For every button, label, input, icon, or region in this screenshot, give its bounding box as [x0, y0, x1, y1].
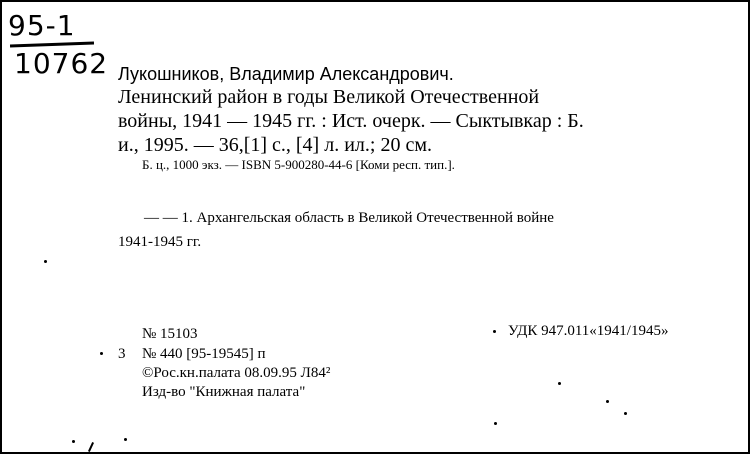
order-number: № 440 [95-19545] п [142, 346, 266, 362]
speck [624, 412, 627, 415]
udc-code: УДК 947.011«1941/1945» [508, 323, 669, 339]
speck [124, 438, 127, 441]
title-line-3: и., 1995. — 36,[1] с., [4] л. ил.; 20 см. [118, 134, 432, 156]
speck [88, 442, 94, 452]
subject-line-1: — — 1. Архангельская область в Великой Отечественной войне [144, 210, 554, 226]
subject-line-2: 1941-1945 гг. [118, 234, 202, 250]
speck [558, 382, 561, 385]
publication-info: Б. ц., 1000 экз. — ISBN 5-900280-44-6 [Коми респ. тип.]. [142, 157, 455, 172]
handwritten-call-number: 95-1 [8, 9, 76, 42]
speck [493, 330, 496, 333]
speck [606, 400, 609, 403]
speck [100, 352, 103, 355]
speck [44, 260, 47, 263]
title-line-2: войны, 1941 — 1945 гг. : Ист. очерк. — Сыктывкар : Б. [118, 110, 584, 132]
handwritten-inventory-number: 10762 [14, 47, 109, 80]
author-heading: Лукошников, Владимир Александрович. [118, 64, 454, 84]
order-prefix: 3 [118, 346, 126, 362]
title-line-1: Ленинский район в годы Великой Отечественной [118, 86, 540, 108]
speck [72, 440, 75, 443]
record-number: № 15103 [142, 326, 198, 342]
publisher-line: Изд-во "Книжная палата" [142, 384, 306, 400]
book-chamber-line: ©Рос.кн.палата 08.09.95 Л84² [142, 365, 331, 381]
speck [494, 422, 497, 425]
